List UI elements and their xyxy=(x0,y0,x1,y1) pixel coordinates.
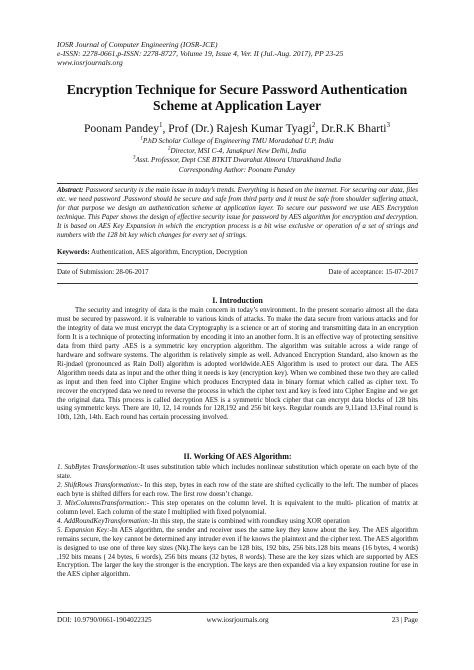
list-item xyxy=(57,463,418,481)
item-1-text: -It uses substitution table which includes nonlinear substitution which operate on each byte of the state. xyxy=(57,463,418,480)
abstract-label: Abstract: xyxy=(57,186,84,194)
list-item xyxy=(57,481,418,499)
item-1-label: 1. SubBytes Transformation: xyxy=(57,463,139,471)
affiliation-1-text: P.hD Scholar College of Engineering TMU Moradabad U.P, India xyxy=(142,137,334,145)
affiliation-2-sup: 2 xyxy=(167,146,171,152)
list-item xyxy=(57,526,418,580)
abstract-text: Password security is the main issue in today’s trends. Everything is based on the internet. For securing our data, files etc. we need password .Password should be secure and safe from third party and it must be safe from shoulder suffering attack, for that purpose we design an authentication scheme at application layer. To secure our password we use AES Encryption technique. This Paper shows the design of effective security issue for password by AES algorithm for encryption and decryption. It is based on AES Key Expansion in which the encryption process is a bit wise exclusive or operation of a set of strings and numbers with the 128 bit key which changes for every set of strings. xyxy=(57,186,418,239)
abstract xyxy=(57,186,418,239)
affiliation-1 xyxy=(40,137,434,147)
title-line-1: Encryption Technique for Secure Password Authentication xyxy=(66,82,408,97)
author-3: Dr.R.K Bharti xyxy=(321,122,387,135)
abstract-top-rule xyxy=(57,183,418,184)
item-3-text: - This step operates on the column level. It is equivalent to the multi- plication of matrix at column level. Each column of the state I multiplied with fixed polynomial. xyxy=(57,498,418,516)
affiliation-3 xyxy=(40,156,434,166)
acceptance-date: Date of acceptance: 15-07-2017 xyxy=(328,268,418,276)
intro-paragraph: The security and integrity of data is the main concern in today’s environment. In the present scenario almost all the data must be secured by password. it is vulnerable to various kinds of attacks. To make the data secure from various attacks and for the integrity of data we must encrypt the data Cryptography is a science or art of storing and transmitting data in an encryption form It is a technique of protecting information by encoding it into an another form. It is an effective way of protecting sensitive data from third party .AES is a symmetric key encryption algorithm. The algorithm was suitable across a wide range of hardware and software systems. The algorithm is relatively simple as well. Advanced Encryption Standard, also known as the Ri-jndael (pronounced as Rain Doll) algorithm is adopted worldwide.AES Algorithm is used to protect our data. The AES Algorithm needs data as input and the other thing it needs is key (encryption key). When we combined these two they are called as input and then feed into Cipher Engine which produces Encrypted data in binary format which called as cipher text. To recover the encrypted data we need to reverse the process in which the cipher text and key is feed into Cipher Engine and we get the original data. This process is called decryption AES is a symmetric block cipher that can encrypt data blocks of 128 bits using symmetric keys. There are 10, 12, 14 rounds for 128,192 and 256 bit keys. Regular rounds are 9,11and 13.Final round is 10th, 12th, 14th. Each round has certain processing involved. xyxy=(57,306,418,422)
submission-date: Date of Submission: 28-06-2017 xyxy=(57,268,149,276)
dates-top-rule xyxy=(57,263,418,264)
author-1: Poonam Pandey xyxy=(83,122,159,135)
paper-title xyxy=(40,82,434,114)
keywords xyxy=(57,248,418,257)
author-3-sup: 3 xyxy=(386,121,391,130)
dates-row xyxy=(57,268,418,277)
keywords-text: Authentication, AES algorithm, Encryption, Decryption xyxy=(89,248,248,256)
author-2: Prof (Dr.) Rajesh Kumar Tyagi xyxy=(168,122,312,135)
journal-url[interactable]: www.iosrjournals.org xyxy=(57,58,123,68)
item-3-label: 3. MixColumnsTransformation: xyxy=(57,498,147,507)
journal-name: IOSR Journal of Computer Engineering (IOSR-JCE) xyxy=(57,40,218,49)
page-footer xyxy=(57,616,418,625)
item-2-label: 2. ShiftRows Transformation: xyxy=(57,480,141,489)
affiliation-2 xyxy=(40,147,434,157)
dates-bottom-rule xyxy=(57,283,418,284)
section-2-heading: II. Working Of AES Algorithm: xyxy=(183,452,292,461)
author-separator: , xyxy=(162,122,169,135)
item-5-text: -In AES algorithm, the sender and receiver uses the same key they know about the key. The AES algorithm remains secure, the key cannot be determined any intruder even if he knows the plaintext and the cipher text. The AES algorithm is designed to use one of three key sizes (Nk).The keys can be 128 bits, 192 bits, 256 bits.128 bits means (16 bytes, 4 words) ,192 bits means ( 24 bytes, 6 words), 256 bits means (32 bytes, 8 words). These are the key sizes which are supported by AES Encryption. The larger the key the stronger is the encryption. The keys are then expanded via a key expansion routine for use in the AES cipher algorithm. xyxy=(57,525,418,579)
author-1-sup: 1 xyxy=(159,121,163,130)
affiliation-2-text: Director, MSI C-4, Janakpuri New Delhi, India xyxy=(170,146,307,155)
affiliation-3-sup: 3 xyxy=(132,155,136,161)
item-2-text: - In this step, bytes in each row of the state are shifted cyclically to the left. The number of places each byte is shifted differs for each row. The first row doesn’t change. xyxy=(57,480,419,498)
title-line-2: Scheme at Application Layer xyxy=(152,98,322,113)
section-2-body xyxy=(57,463,418,579)
journal-issn: e-ISSN: 2278-0661,p-ISSN: 2278-8727, Volume 19, Issue 4, Ver. II (Jul.-Aug. 2017), PP 23-25 xyxy=(57,49,344,59)
list-item xyxy=(57,517,418,526)
journal-header xyxy=(57,40,357,68)
author-list xyxy=(40,122,434,136)
footer-rule xyxy=(57,612,418,613)
item-4-label: 4. AddRoundKeyTransformation: xyxy=(57,516,151,525)
item-5-label: 5. Expansion Key: xyxy=(57,525,110,534)
affiliation-3-text: Asst. Professor, Dept CSE BTKIT Dwarahat Almora Uttarakhand India xyxy=(135,156,342,165)
author-separator: , xyxy=(315,122,322,135)
footer-doi[interactable]: DOI: 10.9790/0661-1904022325 xyxy=(57,616,152,624)
footer-page-number: 23 | Page xyxy=(391,616,418,624)
item-4-text: -In this step, the state is combined with roundkey using XOR operation xyxy=(150,516,350,525)
author-2-sup: 2 xyxy=(311,121,316,130)
footer-site[interactable]: www.iosrjournals.org xyxy=(206,616,269,624)
section-1-heading: I. Introduction xyxy=(212,296,263,305)
list-item xyxy=(57,499,418,517)
section-1-body xyxy=(57,306,418,422)
corresponding-author: Corresponding Author: Poonam Pandey xyxy=(178,165,296,174)
keywords-label: Keywords: xyxy=(57,248,90,256)
affiliation-1-sup: 1 xyxy=(140,136,143,142)
affiliations xyxy=(40,137,434,175)
